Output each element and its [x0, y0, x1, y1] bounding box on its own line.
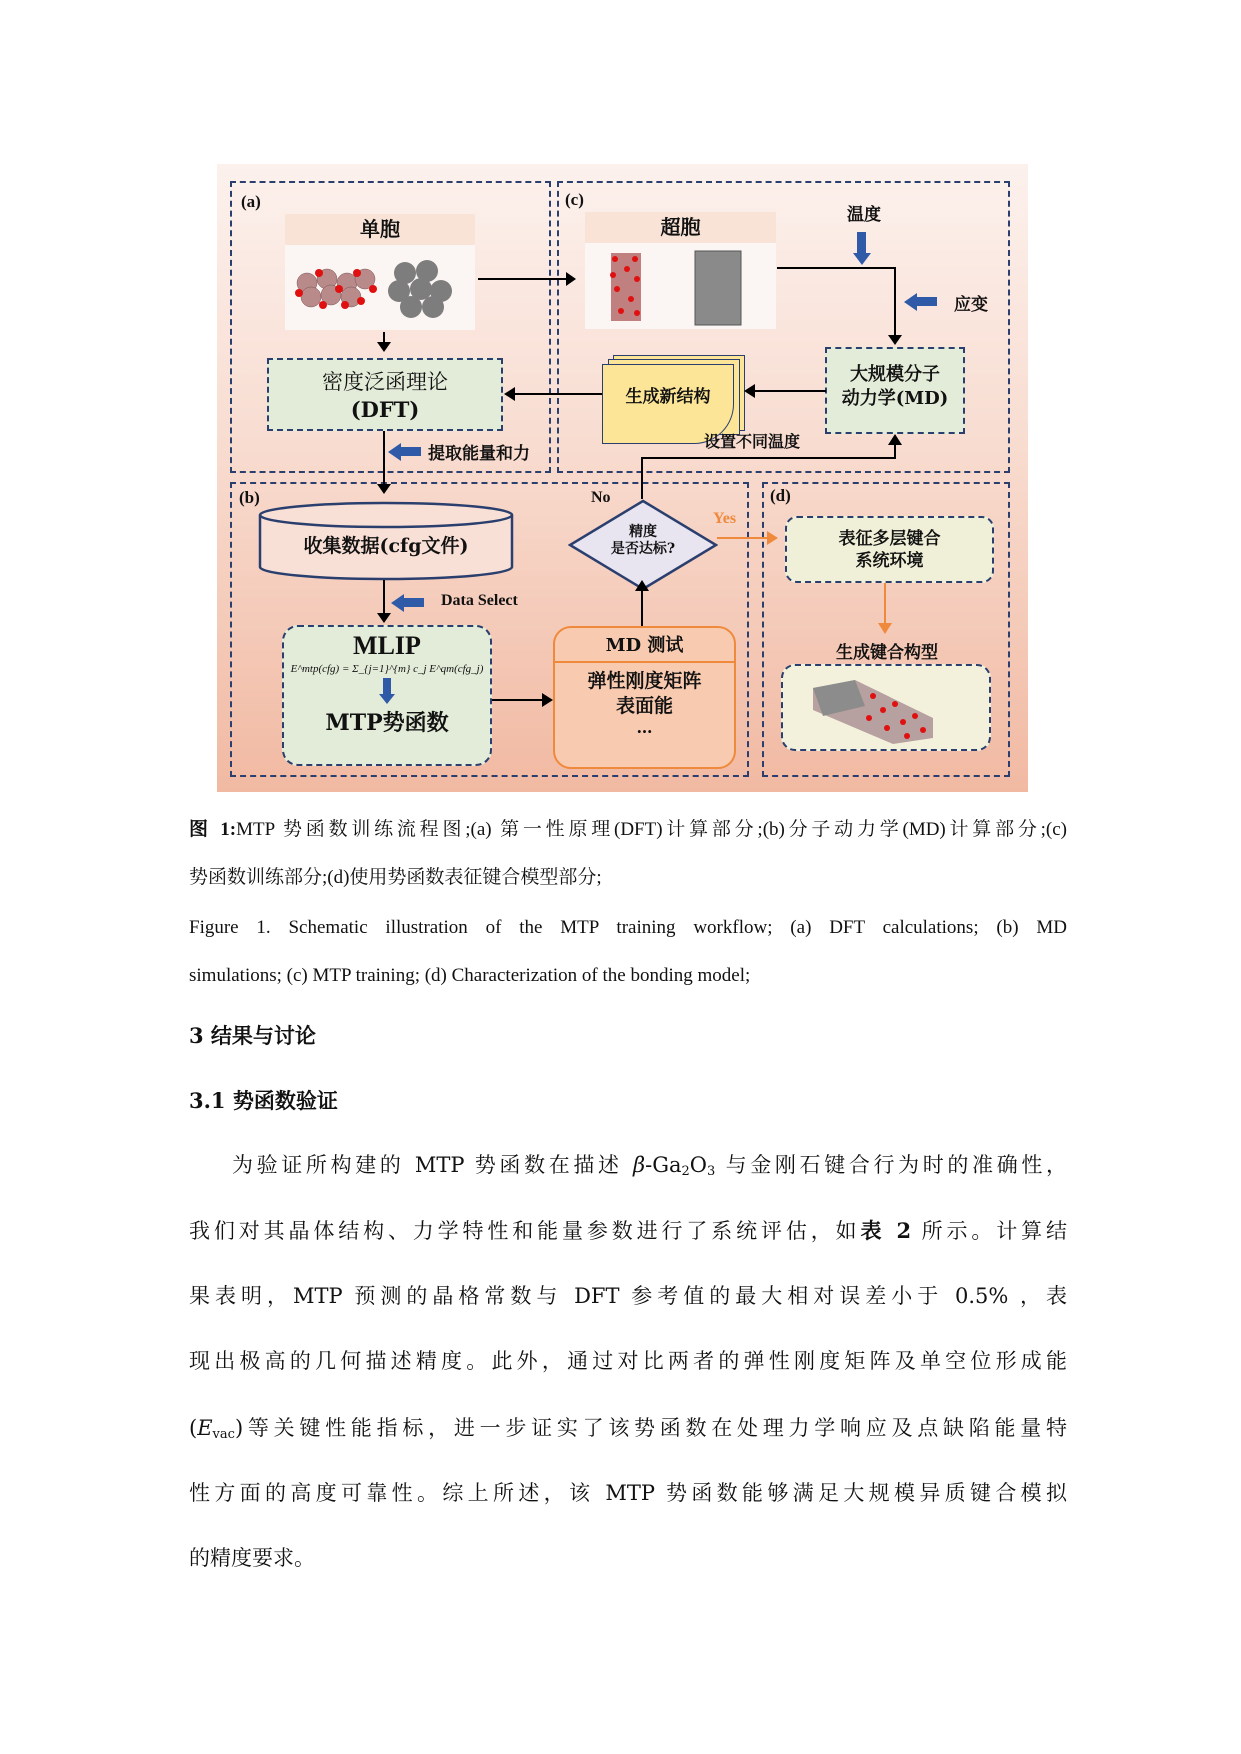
- arrow-unit-to-supercell: [478, 278, 570, 280]
- new-structure-doc: 生成新结构: [602, 364, 734, 444]
- md-test-title: MD 测试: [555, 628, 734, 663]
- para-line: 果表明，MTP 预测的晶格常数与 DFT 参考值的最大相对误差小于 0.5% ，表: [189, 1284, 1067, 1308]
- arrowhead-icon: [377, 342, 391, 352]
- md-box-line1: 大规模分子: [850, 364, 940, 385]
- workflow-figure: [217, 164, 1028, 792]
- blue-down-arrow-icon: [383, 678, 391, 694]
- text: -Ga: [645, 1153, 682, 1177]
- dft-box-line2: (DFT): [350, 397, 420, 422]
- blue-left-arrow-icon: [404, 598, 424, 607]
- panel-label-d: (d): [770, 486, 791, 505]
- text: 3: [707, 1164, 716, 1179]
- panel-label-a: (a): [241, 192, 261, 211]
- connector-line: [513, 393, 602, 395]
- mlip-box: [282, 625, 492, 766]
- caption-label: 图 1:: [189, 819, 237, 840]
- blue-arrowhead-icon: [388, 443, 401, 461]
- md-box-line2: 动力学(MD): [841, 388, 949, 409]
- text: vac: [212, 1427, 235, 1442]
- md-box: [825, 347, 965, 434]
- caption-cn-line1: [189, 817, 1067, 843]
- text: E: [197, 1416, 213, 1440]
- table-reference: 表 2: [860, 1218, 912, 1243]
- temperature-label: 温度: [847, 205, 881, 225]
- md-test-box: [553, 626, 736, 769]
- supercell-image: [585, 243, 776, 329]
- md-test-item: …: [636, 718, 653, 737]
- para-line: 性方面的高度可靠性。综上所述，该 MTP 势函数能够满足大规模异质键合模拟: [189, 1481, 1067, 1505]
- text: 与金刚石键合行为时的准确性，: [715, 1153, 1067, 1177]
- text: 为验证所构建的 MTP 势函数在描述: [232, 1153, 633, 1177]
- arrowhead-icon: [888, 434, 902, 445]
- unit-cell-label: 单胞: [285, 214, 475, 245]
- arrowhead-icon: [504, 387, 515, 401]
- arrowhead-icon: [767, 531, 778, 545]
- characterize-box: [785, 516, 994, 583]
- strain-label: 应变: [954, 295, 988, 315]
- bond-model-label: 生成键合构型: [836, 643, 938, 663]
- caption-cn-line2: 势函数训练部分;(d)使用势函数表征键合模型部分;: [189, 867, 602, 888]
- blue-arrowhead-icon: [391, 594, 404, 612]
- supercell-label: 超胞: [585, 212, 776, 243]
- decision-line2: 是否达标?: [610, 541, 676, 557]
- arrowhead-icon: [377, 613, 391, 623]
- connector-line: [492, 699, 544, 701]
- arrowhead-icon: [542, 693, 553, 707]
- caption-en-line2: simulations; (c) MTP training; (d) Characterization of the bonding model;: [189, 965, 751, 986]
- caption-en-line1: Figure 1. Schematic illustration of the MTP training workflow; (a) DFT calculations; (b) MD: [189, 917, 1067, 938]
- caption-cn-text: MTP 势函数训练流程图;(a) 第一性原理(DFT)计算部分;(b)分子动力学(MD)计算部分;(c): [236, 819, 1068, 840]
- arrowhead-icon: [635, 580, 649, 591]
- arrowhead-icon: [744, 384, 755, 398]
- blue-down-arrow-icon: [857, 232, 866, 254]
- orange-arrow-down: [884, 583, 886, 625]
- decision-text: [568, 524, 718, 558]
- para-line: [232, 1150, 1067, 1180]
- yes-label: Yes: [713, 510, 737, 527]
- orange-arrow-yes: [717, 537, 769, 539]
- para-line: 的精度要求。: [189, 1546, 315, 1570]
- para-line: [189, 1413, 1067, 1443]
- md-test-item: 弹性刚度矩阵: [587, 670, 702, 692]
- data-select-label: Data Select: [441, 592, 518, 609]
- characterize-line1: 表征多层键合: [838, 529, 941, 549]
- no-label: No: [591, 489, 611, 506]
- dft-box: [267, 358, 503, 431]
- mlip-formula: E^mtp(cfg) = Σ_{j=1}^{m} c_j E^qm(cfg_j): [290, 663, 484, 675]
- mtp-label: MTP势函数: [325, 710, 449, 736]
- text: β: [632, 1153, 646, 1177]
- set-temp-label: 设置不同温度: [704, 432, 801, 451]
- text: (: [189, 1416, 198, 1440]
- connector-line: [894, 444, 896, 458]
- dft-box-line1: 密度泛函理论: [322, 370, 448, 394]
- arrowhead-icon: [878, 623, 892, 634]
- arrowhead-icon: [566, 272, 576, 286]
- text: 我们对其晶体结构、力学特性和能量参数进行了系统评估，如: [189, 1219, 861, 1243]
- text: O: [689, 1153, 708, 1177]
- arrowhead-icon: [888, 335, 902, 345]
- collect-data-label: 收集数据(cfg文件): [303, 535, 469, 557]
- blue-arrowhead-icon: [904, 293, 917, 311]
- connector-line: [894, 267, 896, 337]
- panel-label-c: (c): [565, 190, 584, 209]
- section-subtitle: 3.1 势函数验证: [189, 1088, 338, 1113]
- blue-arrowhead-icon: [853, 253, 871, 265]
- bond-model-image: [781, 664, 991, 751]
- mlip-title: MLIP: [353, 631, 421, 660]
- blue-arrowhead-icon: [379, 694, 395, 704]
- unit-cell-image: [285, 245, 475, 330]
- connector-line: [641, 457, 643, 499]
- blue-left-arrow-icon: [401, 447, 421, 456]
- extract-label: 提取能量和力: [428, 444, 530, 464]
- arrowhead-icon: [377, 484, 391, 494]
- text: 所示。计算结: [911, 1219, 1067, 1243]
- connector-line: [641, 590, 643, 626]
- blue-left-arrow-icon: [917, 297, 937, 306]
- connector-line: [383, 431, 385, 487]
- connector-line: [746, 390, 826, 392]
- connector-line: [383, 580, 385, 615]
- text: 2: [681, 1164, 690, 1179]
- characterize-line2: 系统环境: [855, 551, 924, 571]
- decision-line1: 精度: [629, 524, 657, 540]
- text: )等关键性能指标，进一步证实了该势函数在处理力学响应及点缺陷能量特: [234, 1416, 1067, 1440]
- para-line: [189, 1216, 1067, 1246]
- connector-line: [641, 457, 896, 459]
- section-title: 3 结果与讨论: [189, 1023, 316, 1048]
- md-test-item: 表面能: [615, 695, 673, 717]
- panel-label-b: (b): [239, 488, 260, 507]
- connector-line: [777, 267, 896, 269]
- para-line: 现出极高的几何描述精度。此外，通过对比两者的弹性刚度矩阵及单空位形成能: [189, 1349, 1067, 1373]
